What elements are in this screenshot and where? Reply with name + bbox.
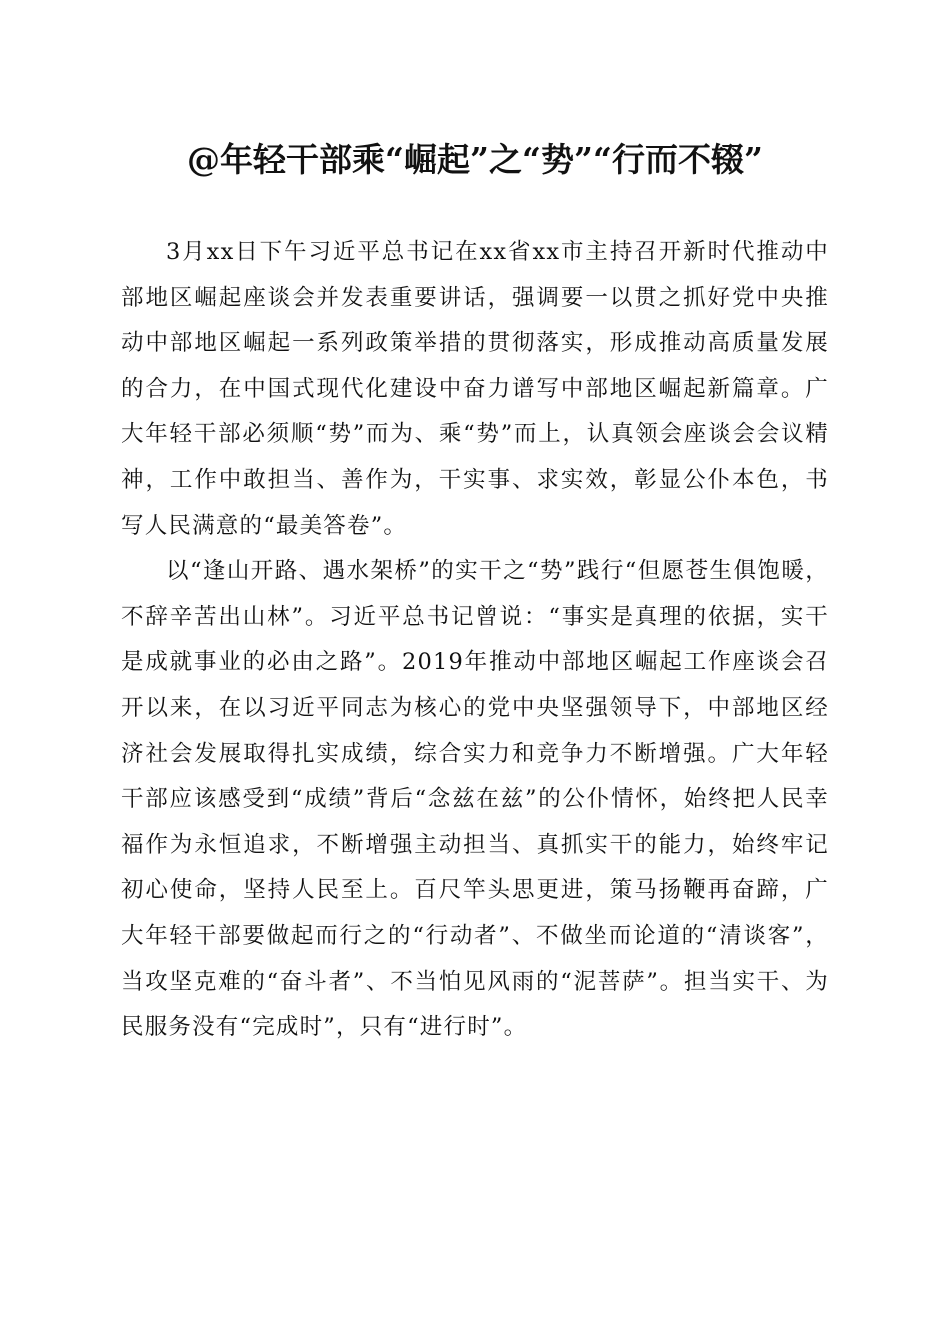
paragraph-2: 以“逢山开路、遇水架桥”的实干之“势”践行“但愿苍生俱饱暖，不辞辛苦出山林”。习近平总书记曾说：“事实是真理的依据，实干是成就事业的必由之路”。2019年推动中部地区崛起工作座谈会召开以来，在以习近平同志为核心的党中央坚强领导下，中部地区经济社会发展取得扎实成绩，综合实力和竞争力不断增强。广大年轻干部应该感受到“成绩”背后“念兹在兹”的公仆情怀，始终把人民幸福作为永恒追求，不断增强主动担当、真抓实干的能力，始终牢记初心使命，坚持人民至上。百尺竿头思更进，策马扬鞭再奋蹄，广大年轻干部要做起而行之的“行动者”、不做坐而论道的“清谈客”，当攻坚克难的“奋斗者”、不当怕见风雨的“泥菩萨”。担当实干、为民服务没有“完成时”，只有“进行时”。 [121, 558, 829, 1041]
document-title: @年轻干部乘“崛起”之“势”“行而不辍” [187, 140, 763, 179]
paragraph-1: 3月xx日下午习近平总书记在xx省xx市主持召开新时代推动中部地区崛起座谈会并发表重要讲话，强调要一以贯之抓好党中央推动中部地区崛起一系列政策举措的贯彻落实，形成推动高质量发展的合力，在中国式现代化建设中奋力谱写中部地区崛起新篇章。广大年轻干部必须顺“势”而为、乘“势”而上，认真领会座谈会会议精神，工作中敢担当、善作为，干实事、求实效，彰显公仆本色，书写人民满意的“最美答卷”。 [121, 239, 829, 539]
document-body [121, 230, 829, 1051]
